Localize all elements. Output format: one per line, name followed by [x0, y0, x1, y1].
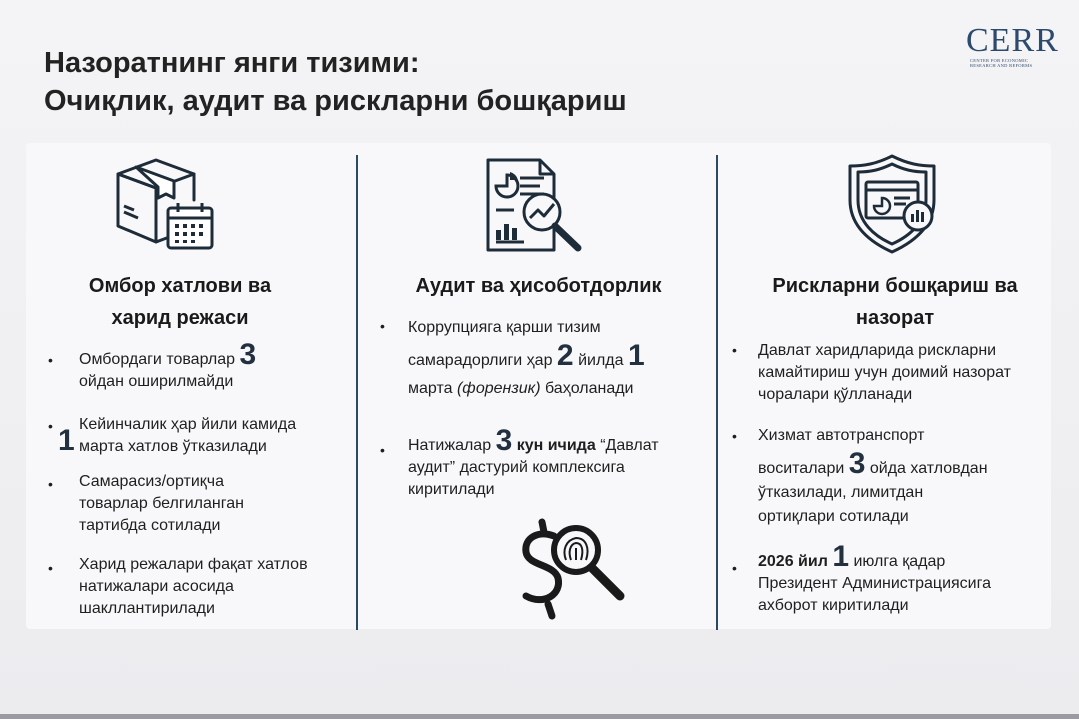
item-text: воситалари: [758, 460, 845, 477]
item-text: киритилади: [408, 481, 495, 498]
item-text: Президент Администрациясига: [758, 575, 991, 592]
column-2-heading-text: Аудит ва ҳисоботдорлик: [415, 275, 662, 297]
item-number: 3: [239, 338, 257, 371]
column-1-item-4: [79, 554, 308, 620]
item-text: камайтириш учун доимий назорат: [758, 364, 1011, 381]
item-text: Хизмат автотранспорт: [758, 427, 925, 444]
item-number: 3: [495, 424, 513, 457]
column-2-item-2: [408, 424, 659, 501]
title-line-2: Очиқлик, аудит ва рискларни бошқариш: [44, 85, 627, 117]
column-1-item-2: [79, 414, 296, 458]
column-2-item-1: [408, 314, 645, 403]
logo-subtitle-1: CENTER FOR ECONOMIC: [970, 58, 1029, 63]
item-text: шакллантирилади: [79, 600, 215, 617]
item-text: Коррупцияга қарши тизим: [408, 319, 601, 336]
item-text: ойда хатловдан: [869, 460, 988, 477]
bullet: •: [732, 342, 737, 358]
bullet: •: [48, 418, 53, 434]
item-text: Кейинчалик ҳар йили камида: [79, 416, 297, 433]
column-1-item-3: [79, 471, 244, 537]
logo-subtitle-2: RESEARCH AND REFORMS: [970, 63, 1033, 68]
bullet: •: [48, 560, 53, 576]
item-text: баҳоланади: [545, 380, 634, 397]
column-3-heading-line-1: Рискларни бошқариш ва: [772, 275, 1018, 297]
page-title: [44, 44, 627, 120]
item-text: ортиқлари сотилади: [758, 508, 909, 525]
column-3-heading-line-2: назорат: [855, 307, 935, 329]
logo-text: CERR: [966, 22, 1059, 59]
item-italic-text: (форензик): [456, 380, 541, 397]
bullet: •: [48, 476, 53, 492]
column-divider-2: [716, 155, 718, 630]
item-text: марта хатлов ўтказилади: [79, 438, 267, 455]
column-3-item-3: [758, 540, 991, 617]
bottom-border: [0, 714, 1079, 719]
item-text: Харид режалари фақат хатлов: [79, 556, 308, 573]
item-bold-text: кун ичида: [516, 437, 596, 454]
box-calendar-icon: [112, 152, 216, 252]
item-text: июлга қадар: [853, 553, 946, 570]
bullet: •: [732, 428, 737, 444]
item-text: чоралари қўлланади: [758, 386, 913, 403]
item-number: 1: [58, 424, 75, 457]
column-3-heading: [730, 270, 1060, 334]
item-number: 2: [556, 339, 574, 372]
column-1-heading-line-2: харид режаси: [111, 307, 249, 329]
report-magnifier-icon: [484, 156, 588, 256]
bullet: •: [380, 442, 385, 458]
item-text: Самарасиз/ортиқча: [79, 473, 224, 490]
item-text: самарадорлиги ҳар: [408, 352, 553, 369]
item-text: аудит” дастурий комплексига: [408, 459, 625, 476]
item-text: Натижалар: [408, 437, 492, 454]
item-number: 3: [848, 447, 866, 480]
dollar-fingerprint-icon: [518, 516, 630, 622]
item-text: ахборот киритилади: [758, 597, 909, 614]
column-1-heading-line-1: Омбор хатлови ва: [88, 275, 272, 297]
bullet: •: [48, 352, 53, 368]
bullet: •: [380, 318, 385, 334]
column-3-item-1: [758, 340, 1011, 406]
column-3-item-2: [758, 424, 988, 529]
item-text: марта: [408, 380, 453, 397]
item-text: йилда: [578, 352, 624, 369]
item-text: ойдан оширилмайди: [79, 373, 234, 390]
item-text: ўтказилади, лимитдан: [758, 484, 924, 501]
bullet: •: [732, 560, 737, 576]
column-2-heading: [376, 270, 701, 302]
shield-dashboard-icon: [846, 152, 942, 256]
column-1-item-1: [79, 338, 257, 393]
column-divider-1: [356, 155, 358, 630]
cerr-logo: [966, 24, 1066, 68]
item-text: товарлар белгиланган: [79, 495, 244, 512]
column-1-heading: [50, 270, 310, 334]
item-number: 1: [832, 540, 850, 573]
item-text: Давлат харидларида рискларни: [758, 342, 997, 359]
item-text: натижалари асосида: [79, 578, 234, 595]
item-text: Омбордаги товарлар: [79, 351, 236, 368]
item-text: тартибда сотилади: [79, 517, 221, 534]
item-bold-text: 2026 йил: [758, 553, 828, 570]
item-text: “Давлат: [600, 437, 659, 454]
title-line-1: Назоратнинг янги тизими:: [44, 47, 420, 79]
item-number: 1: [627, 339, 645, 372]
